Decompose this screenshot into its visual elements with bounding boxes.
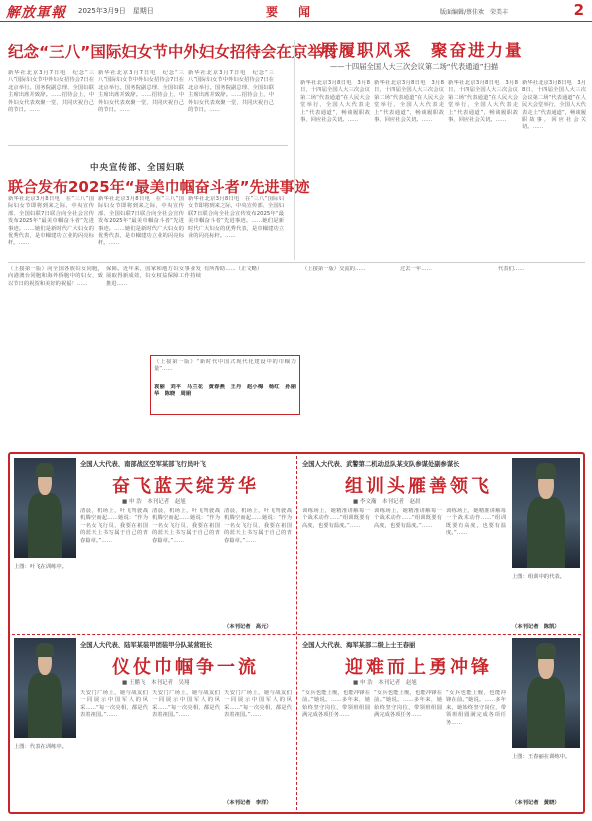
feature3-photo bbox=[14, 638, 76, 738]
feature2-caption: 上图：组训中的代表。 bbox=[512, 574, 565, 580]
article2-title: 联合发布2025年“最美巾帼奋斗者”先进事迹 bbox=[8, 178, 310, 196]
article2-body: 新华社北京3月8日电 在“三八”国际妇女节即将到来之际，中央宣传部、全国妇联7日联合向全社会宣传发布2025年“最美巾帼奋斗者”先进事迹。……她们是新时代广大妇女的优秀代表，是巾帼建功立业的闪亮标杆。…… bbox=[8, 196, 94, 247]
feature4-body-col3: “女兵也能上舰，也能冲锋在前。”她说。……多年来，她始终坚守岗位，带领班组圆满完成各项任务…… bbox=[446, 690, 506, 726]
feature2-signoff: （本刊记者 陈凯） bbox=[512, 624, 560, 630]
feature4-signoff: （本刊记者 黄晓） bbox=[512, 800, 560, 806]
feature4-photo bbox=[512, 638, 580, 748]
feature4-kicker: 全国人大代表、海军某部二级上士王春丽 bbox=[302, 642, 416, 649]
feature1-body-col2: 清晨，机场上，叶飞驾驶战机腾空而起……她说：“作为一名女飞行员，我要在祖国的蓝天上书写属于自己的青春篇章。”…… bbox=[152, 508, 220, 544]
feature1-body: 清晨，机场上，叶飞驾驶战机腾空而起……她说：“作为一名女飞行员，我要在祖国的蓝天上书写属于自己的青春篇章。”…… bbox=[80, 508, 148, 544]
feature-vertical-divider bbox=[296, 456, 297, 810]
feature1-signoff: （本刊记者 高元） bbox=[224, 624, 272, 630]
lower-col-1: （上接第一版）向全国各族妇女同胞，向港澳台同胞和海外侨胞中的妇女，致以节日的祝贺和美好的祝福！…… bbox=[8, 266, 103, 287]
feature4-byline: ■ 申 浩 本刊记者 赵旭 bbox=[353, 680, 417, 686]
feature1-kicker: 全国人大代表、南部战区空军某部飞行员叶飞 bbox=[80, 461, 206, 468]
feature2-body-col3: 训练场上，她精准讲解每一个战术动作……“组训既要有高度，也要有温度。”…… bbox=[446, 508, 506, 537]
masthead bbox=[0, 0, 592, 22]
page-editors: 版面编辑/蔡佳欢 荣美丰 bbox=[440, 9, 509, 16]
divider bbox=[8, 262, 585, 263]
feature4-caption: 上图：王春丽在训练中。 bbox=[512, 754, 571, 760]
feature2-byline: ■ 李文瀚 本刊记者 赵晨 bbox=[353, 499, 421, 505]
article1-body: 新华社北京3月7日电 纪念“三八”国际妇女节中外妇女招待会7日在北京举行。国务院副总理、全国妇联主席出席并致辞。……招待会上，中外妇女代表欢聚一堂，共同庆祝自己的节日。…… bbox=[8, 70, 94, 114]
article1-body-col3: 新华社北京3月7日电 纪念“三八”国际妇女节中外妇女招待会7日在北京举行。国务院副总理、全国妇联主席出席并致辞。……招待会上，中外妇女代表欢聚一堂，共同庆祝自己的节日。…… bbox=[188, 70, 274, 114]
feature3-kicker: 全国人大代表、陆军某装甲团装甲分队某营班长 bbox=[80, 642, 213, 649]
feature4-body-col2: “女兵也能上舰，也能冲锋在前。”她说。……多年来，她始终坚守岗位，带领班组圆满完成各项任务…… bbox=[374, 690, 442, 719]
feature3-caption: 上图：代表在训练中。 bbox=[14, 744, 67, 750]
page-number: 2 bbox=[573, 1, 584, 19]
honoree-list-intro: （上接第一版）“新时代中国式现代化建设中的巾帼力量”…… bbox=[154, 359, 296, 373]
lower-col-4: （上接第一版）交流的…… bbox=[302, 266, 366, 272]
divider bbox=[8, 145, 288, 146]
honoree-list: 袁丽 刘平 马兰花 黄春燕 王丹 赵小梅 杨红 孙丽华 陈晓 周娟 bbox=[154, 384, 296, 398]
feature2-body-col2: 训练场上，她精准讲解每一个战术动作……“组训既要有高度，也要有温度。”…… bbox=[374, 508, 442, 529]
honoree-list-box bbox=[150, 355, 300, 415]
article3-subtitle: ——十四届全国人大三次会议第二场“代表通道”扫描 bbox=[330, 62, 499, 71]
newspaper-logo: 解放軍報 bbox=[6, 5, 66, 21]
article2-body-col2: 新华社北京3月8日电 在“三八”国际妇女节即将到来之际，中央宣传部、全国妇联7日联合向全社会宣传发布2025年“最美巾帼奋斗者”先进事迹。……她们是新时代广大妇女的优秀代表，是巾帼建功立业的闪亮标杆。…… bbox=[98, 196, 184, 247]
feature3-body-col3: 天安门广场上，她与战友们一同展示中国军人的风采……“每一次亮相，都是代表着祖国。”…… bbox=[224, 690, 292, 719]
article3-body-col3: 新华社北京3月8日电 3月8日，十四届全国人大三次会议第二场“代表通道”在人民大会堂举行，全国人大代表走上“代表通道”，畅谈履职故事，回应社会关切。…… bbox=[448, 80, 518, 124]
section-title: 要 闻 bbox=[266, 5, 315, 19]
issue-date: 2025年3月9日 星期日 bbox=[78, 7, 154, 15]
feature1-byline: ■ 申 浩 本刊记者 赵旭 bbox=[122, 499, 186, 505]
article1-body-col2: 新华社北京3月7日电 纪念“三八”国际妇女节中外妇女招待会7日在北京举行。国务院副总理、全国妇联主席出席并致辞。……招待会上，中外妇女代表欢聚一堂，共同庆祝自己的节日。…… bbox=[98, 70, 184, 114]
article1-title: 纪念“三八”国际妇女节中外妇女招待会在京举行 bbox=[8, 43, 339, 61]
lower-col-5: 过去一年…… bbox=[400, 266, 432, 272]
feature1-title: 奋飞蓝天绽芳华 bbox=[112, 476, 259, 497]
lower-col-2: 保障。近年来，国家和地方妇女事业发展取得新成效，妇女权益保障工作持续推进…… bbox=[106, 266, 201, 287]
article3-title: 展履职风采 聚奋进力量 bbox=[320, 41, 524, 60]
feature2-body: 训练场上，她精准讲解每一个战术动作……“组训既要有高度，也要有温度。”…… bbox=[302, 508, 370, 529]
feature3-byline: ■ 王鹏飞 本刊记者 吴翔 bbox=[122, 680, 190, 686]
lower-col-3: 有所帮助……（正文略） bbox=[204, 266, 263, 272]
article2-kicker: 中央宣传部、全国妇联 bbox=[90, 163, 186, 173]
article3-body-col4: 新华社北京3月8日电 3月8日，十四届全国人大三次会议第二场“代表通道”在人民大会堂举行，全国人大代表走上“代表通道”，畅谈履职故事，回应社会关切。…… bbox=[522, 80, 586, 131]
feature3-body: 天安门广场上，她与战友们一同展示中国军人的风采……“每一次亮相，都是代表着祖国。”…… bbox=[80, 690, 148, 719]
feature4-body: “女兵也能上舰，也能冲锋在前。”她说。……多年来，她始终坚守岗位，带领班组圆满完成各项任务…… bbox=[302, 690, 370, 719]
feature1-photo bbox=[14, 458, 76, 558]
feature3-body-col2: 天安门广场上，她与战友们一同展示中国军人的风采……“每一次亮相，都是代表着祖国。”…… bbox=[152, 690, 220, 719]
feature1-caption: 上图：叶飞在训练中。 bbox=[14, 564, 67, 570]
feature4-title: 迎难而上勇冲锋 bbox=[345, 657, 492, 678]
feature2-kicker: 全国人大代表、武警第二机动总队某支队参谋处副参谋长 bbox=[302, 461, 460, 468]
article2-body-col3: 新华社北京3月8日电 在“三八”国际妇女节即将到来之际，中央宣传部、全国妇联7日联合向全社会宣传发布2025年“最美巾帼奋斗者”先进事迹。……她们是新时代广大妇女的优秀代表，是巾帼建功立业的闪亮标杆。…… bbox=[188, 196, 284, 240]
feature-horizontal-divider bbox=[12, 634, 581, 635]
feature3-title: 仪仗巾帼争一流 bbox=[112, 657, 259, 678]
article3-body: 新华社北京3月8日电 3月8日，十四届全国人大三次会议第二场“代表通道”在人民大会堂举行，全国人大代表走上“代表通道”，畅谈履职故事，回应社会关切。…… bbox=[300, 80, 370, 124]
feature2-photo bbox=[512, 458, 580, 568]
feature2-title: 组训头雁善领飞 bbox=[345, 476, 492, 497]
feature3-signoff: （本刊记者 李洋） bbox=[224, 800, 272, 806]
article3-body-col2: 新华社北京3月8日电 3月8日，十四届全国人大三次会议第二场“代表通道”在人民大会堂举行，全国人大代表走上“代表通道”，畅谈履职故事，回应社会关切。…… bbox=[374, 80, 444, 124]
feature1-body-col3: 清晨，机场上，叶飞驾驶战机腾空而起……她说：“作为一名女飞行员，我要在祖国的蓝天上书写属于自己的青春篇章。”…… bbox=[224, 508, 292, 544]
lower-col-6: 代表们…… bbox=[498, 266, 525, 272]
column-rule bbox=[294, 40, 295, 260]
